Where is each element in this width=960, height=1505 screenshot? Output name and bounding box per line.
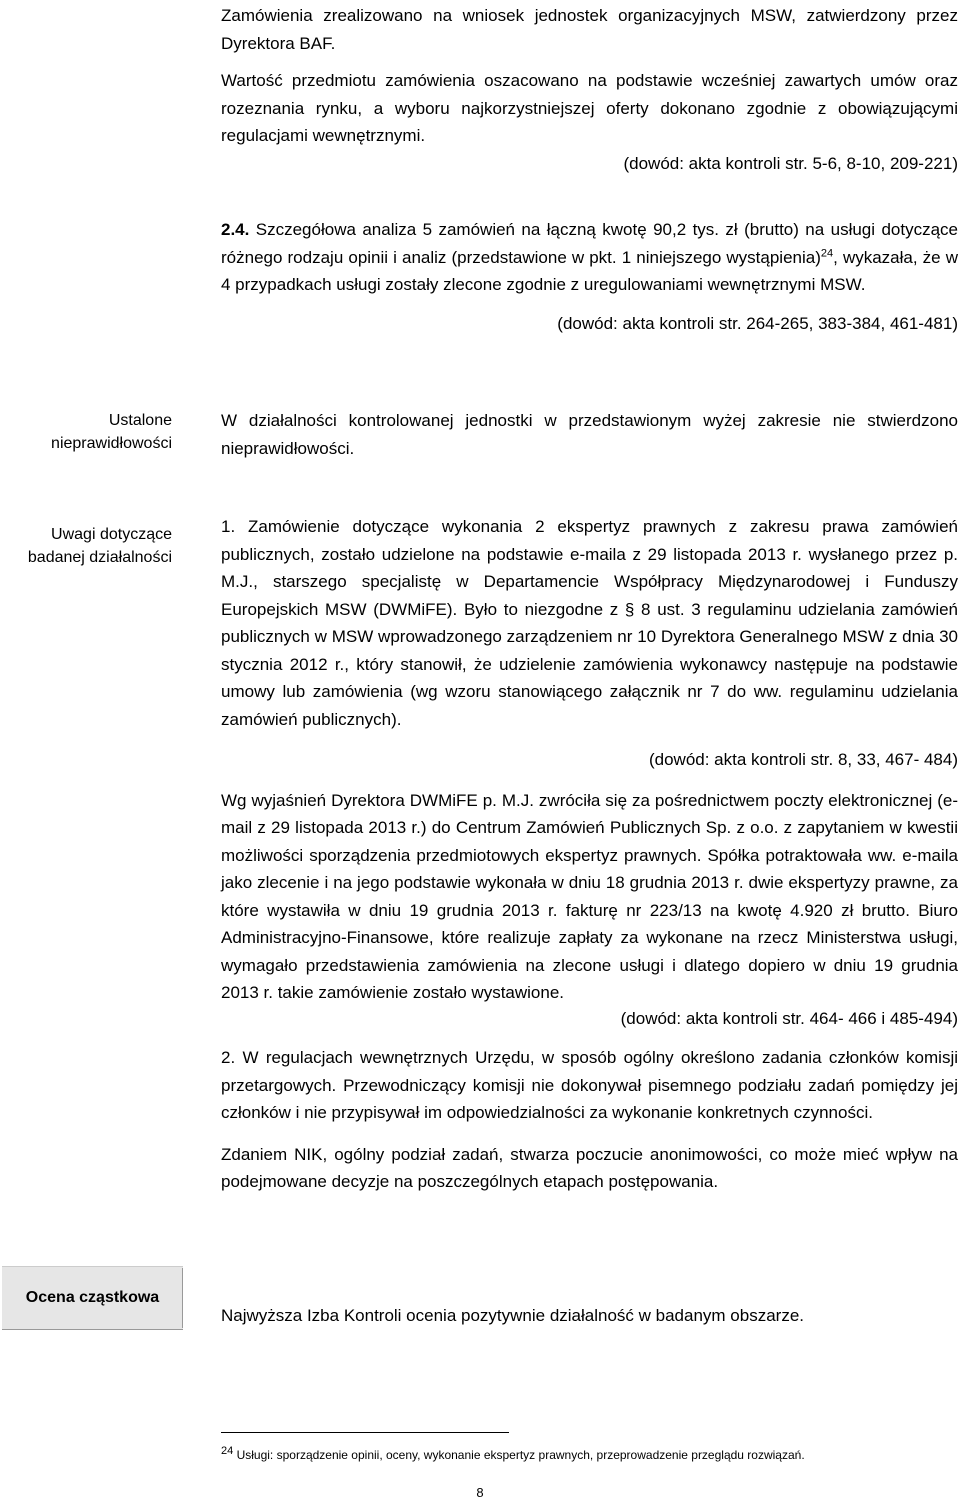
evidence-ref-3: (dowód: akta kontroli str. 8, 33, 467- 484)	[648, 750, 958, 769]
section-number: 2.4.	[221, 220, 250, 239]
evidence-ref-2: (dowód: akta kontroli str. 264-265, 383-384, 461-481)	[557, 313, 958, 333]
side-label-ustalone	[12, 409, 172, 455]
ocena-block	[221, 1302, 958, 1330]
side-label-uwagi	[12, 523, 172, 569]
paragraph-ocena: Najwyższa Izba Kontroli ocenia pozytywnie działalność w badanym obszarze.	[221, 1306, 805, 1325]
section-2-4-text-cont: , wykazała, że w 4 przypadkach usługi zostały zlecone zgodnie z uregulowaniami wewnętrznymi MSW.	[221, 247, 958, 294]
paragraph-2-4	[221, 216, 958, 299]
ustalone-block	[221, 407, 958, 462]
paragraph-uwaga-1b: Wg wyjaśnień Dyrektora DWMiFE p. M.J. zwróciła się za pośrednictwem poczty elektronicznej (e-mail z 29 listopada 2013 r.) do Centrum Zamówień Publicznych Sp. z o.o. z zapytaniem w kwestii możliwości sporządzenia przedmiotowych ekspertyz prawnych. Spółka potraktowała ww. e-maila jako zlecenie i na jego podstawie wykonała w dniu 18 grudnia 2013 r. dwie ekspertyzy prawne, za które wystawiła w dniu 19 grudnia 2013 r. fakturę nr 223/13 na kwotę 4.920 zł brutto. Biuro Administracyjno-Finansowe, które realizuje zapłaty za wykonane na rzecz Ministerstwa usługi, wymagało przedstawienia zamówienia na zlecone usługi i dlatego dopiero w dniu 19 grudnia 2013 r. takie zamówienie zostało wystawione.	[221, 790, 958, 1002]
footnote	[221, 1447, 958, 1463]
paragraph-zamowienia: Zamówienia zrealizowano na wniosek jednostek organizacyjnych MSW, zatwierdzony przez Dyrektora BAF.	[221, 6, 958, 53]
side-label-line: Uwagi dotyczące	[51, 526, 172, 543]
footnote-separator	[221, 1432, 509, 1433]
uwagi-block	[221, 513, 958, 1196]
footnote-ref: 24	[820, 246, 834, 259]
paragraph-uwaga-2b: Zdaniem NIK, ogólny podział zadań, stwarza poczucie anonimowości, co może mieć wpływ na podejmowane decyzje na poszczególnych etapach postępowania.	[221, 1144, 958, 1191]
section-2-4-text: Szczegółowa analiza 5 zamówień na łączną kwotę 90,2 tys. zł (brutto) na usługi dotyczące różnego rodzaju opinii i analiz (przedstawione w pkt. 1 niniejszego wystąpienia)	[221, 220, 958, 267]
evidence-ref-4: (dowód: akta kontroli str. 464- 466 i 485-494)	[620, 1008, 958, 1028]
evidence-ref-1: (dowód: akta kontroli str. 5-6, 8-10, 209-221)	[623, 153, 958, 173]
footnote-text: Usługi: sporządzenie opinii, oceny, wykonanie ekspertyz prawnych, przeprowadzenie przeglądu rozwiązań.	[233, 1448, 805, 1462]
side-label-line: nieprawidłowości	[51, 435, 172, 452]
paragraph-uwaga-1: 1. Zamówienie dotyczące wykonania 2 ekspertyz prawnych z zakresu prawa zamówień publicznych, zostało udzielone na podstawie e-maila z 29 listopada 2013 r. wysłanego przez p. M.J., starszego specjalistę w Departamencie Współpracy Międzynarodowej i Funduszy Europejskich MSW (DWMiFE). Było to niezgodne z § 8 ust. 3 regulaminu udzielania zamówień publicznych w MSW wprowadzonego zarządzeniem nr 10 Dyrektora Generalnego MSW z dnia 30 stycznia 2012 r., który stanowił, że udzielenie zamówienia wykonawcy następuje na podstawie umowy lub zamówienia (wg wzoru stanowiącego załącznik nr 7 do ww. regulaminu udzielania zamówień publicznych).	[221, 517, 958, 729]
ocena-czastkowa-label: Ocena cząstkowa	[2, 1266, 183, 1330]
intro-block	[221, 2, 958, 177]
page-number: 8	[476, 1485, 484, 1500]
side-label-line: badanej działalności	[27, 549, 172, 566]
section-2-4	[221, 216, 958, 337]
paragraph-wartosc: Wartość przedmiotu zamówienia oszacowano na podstawie wcześniej zawartych umów oraz rozeznania rynku, a wyboru najkorzystniejszej oferty dokonano zgodnie z obowiązującymi regulacjami wewnętrznymi.	[221, 71, 958, 145]
footnote-number: 24	[221, 1445, 234, 1457]
divider	[182, 1268, 183, 1328]
side-label-line: Ustalone	[108, 412, 172, 429]
paragraph-ustalone: W działalności kontrolowanej jednostki w przedstawionym wyżej zakresie nie stwierdzono nieprawidłowości.	[221, 411, 958, 458]
paragraph-uwaga-2: 2. W regulacjach wewnętrznych Urzędu, w sposób ogólny określono zadania członków komisji przetargowych. Przewodniczący komisji nie dokonywał pisemnego podziału zadań pomiędzy jej członków i nie przypisywał im odpowiedzialności za wykonanie konkretnych czynności.	[221, 1048, 958, 1122]
